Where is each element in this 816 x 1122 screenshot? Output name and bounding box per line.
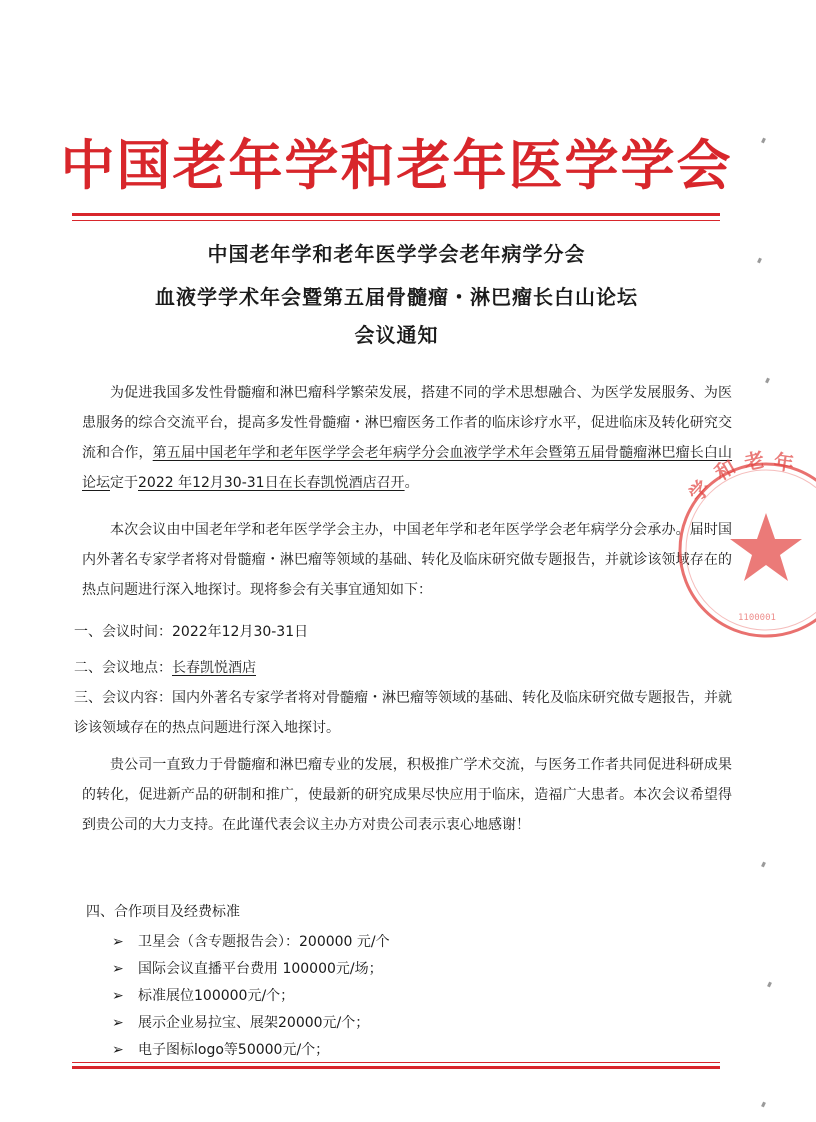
cooperation-item-text: 展示企业易拉宝、展架20000元/个； — [138, 1015, 370, 1031]
intro-mid-text: 定于 — [110, 475, 138, 491]
meeting-time-value: 2022年12月30-31日 — [172, 624, 309, 640]
seal-icon — [676, 447, 816, 645]
meeting-place — [74, 658, 256, 678]
intro-paragraph-1 — [82, 378, 732, 498]
bullet-arrow-icon: ➢ — [112, 934, 124, 950]
cooperation-item-text: 国际会议直播平台费用 100000元/场； — [138, 961, 383, 977]
event-name: 第五届中国老年学和老年医学学会老年病学分会血液学学术年会暨第五届骨髓瘤淋巴瘤长白山论坛 — [82, 445, 733, 491]
cooperation-item — [112, 959, 383, 979]
seal-char-1: 学 — [683, 475, 716, 507]
bullet-arrow-icon: ➢ — [112, 1015, 124, 1031]
bullet-arrow-icon: ➢ — [112, 961, 124, 977]
footer-rule-thin — [72, 1062, 720, 1063]
cooperation-item-text: 电子图标logo等50000元/个； — [138, 1042, 330, 1058]
meeting-time — [74, 622, 308, 642]
title-line-2: 血液学学术年会暨第五届骨髓瘤・淋巴瘤长白山论坛 — [155, 285, 638, 309]
seal-char-2: 和 — [710, 454, 740, 486]
cooperation-heading: 四、合作项目及经费标准 — [86, 904, 240, 920]
cooperation-item-text: 标准展位100000元/个； — [138, 988, 295, 1004]
cooperation-item — [112, 986, 294, 1006]
official-seal — [676, 447, 816, 645]
cooperation-item — [112, 1040, 329, 1060]
scan-mark — [761, 862, 766, 868]
cooperation-item — [112, 932, 390, 952]
letterhead-rule-thin — [72, 220, 720, 221]
scan-mark — [761, 1102, 766, 1108]
meeting-place-label: 二、会议地点： — [74, 660, 172, 676]
scan-mark — [767, 982, 772, 988]
bullet-arrow-icon: ➢ — [112, 1042, 124, 1058]
footer-rule-thick — [72, 1066, 720, 1069]
meeting-place-value: 长春凯悦酒店 — [172, 660, 256, 676]
letterhead-rule-thick — [72, 213, 720, 216]
cooperation-item — [112, 1013, 369, 1033]
seal-char-3: 老 — [742, 447, 767, 475]
intro-end-text: 。 — [404, 475, 419, 491]
cooperation-item-text: 卫星会（含专题报告会）：200000 元/个 — [138, 934, 390, 950]
meeting-content: 三、会议内容：国内外著名专家学者将对骨髓瘤・淋巴瘤等领域的基础、转化及临床研究做专题报告，并就诊该领域存在的热点问题进行深入地探讨。 — [74, 690, 732, 736]
intro-paragraph-2: 本次会议由中国老年学和老年医学学会主办，中国老年学和老年医学学会老年病学分会承办。届时国内外著名专家学者将对骨髓瘤・淋巴瘤等领域的基础、转化及临床研究做专题报告，并就诊该领域存在的热点问题进行深入地探讨。现将参会有关事宜通知如下： — [82, 522, 732, 598]
seal-serial: 1100001 — [738, 613, 776, 623]
bullet-arrow-icon: ➢ — [112, 988, 124, 1004]
title-line-3: 会议通知 — [354, 323, 439, 347]
scan-mark — [765, 378, 770, 384]
closing-paragraph: 贵公司一直致力于骨髓瘤和淋巴瘤专业的发展，积极推广学术交流，与医务工作者共同促进科研成果的转化，促进新产品的研制和推广，使最新的研究成果尽快应用于临床，造福广大患者。本次会议希望得到贵公司的大力支持。在此谨代表会议主办方对贵公司表示衷心地感谢！ — [82, 757, 732, 833]
seal-arc-text — [684, 447, 796, 506]
seal-char-4: 年 — [772, 449, 796, 476]
meeting-time-label: 一、会议时间： — [74, 624, 172, 640]
title-line-1: 中国老年学和老年医学学会老年病学分会 — [207, 242, 586, 266]
event-date-place: 2022 年12月30-31日在长春凯悦酒店召开 — [138, 475, 405, 491]
letterhead-org-name: 中国老年学和老年医学学会 — [60, 133, 733, 197]
intro-text: 为促进我国多发性骨髓瘤和淋巴瘤科学繁荣发展，搭建不同的学术思想融合、为医学发展服务、为医患服务的综合交流平台，提高多发性骨髓瘤・淋巴瘤医务工作者的临床诊疗水平，促进临床及转化研究交流和合作， — [82, 385, 732, 461]
